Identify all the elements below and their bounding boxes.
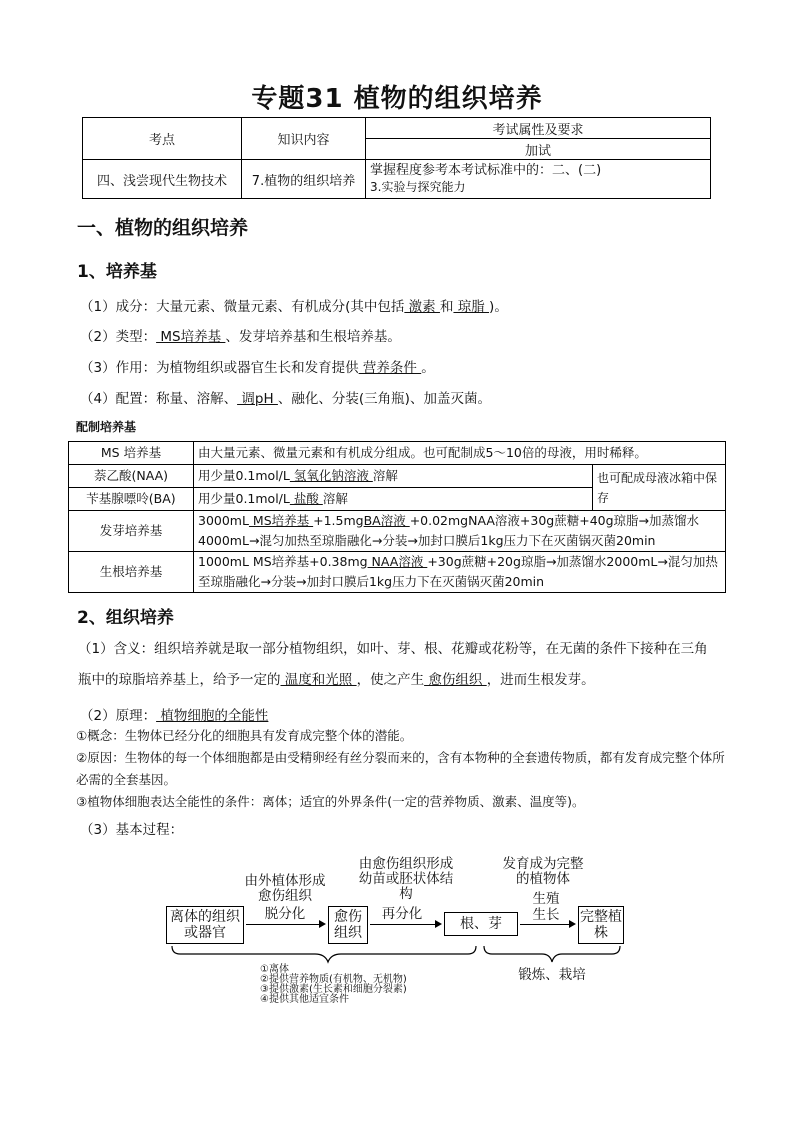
row-root-desc: 1000mL MS培养基+0.38mg NAA溶液 +30g蔗糖+20g琼脂→加蒸馏水2000mL→混匀加热至琼脂融化→分装→加封口膜后1kg压力下在灭菌锅灭菌20min	[194, 552, 726, 593]
row-ms-desc: 由大量元素、微量元素和有机成分组成。也可配制成5～10倍的母液，用时稀释。	[194, 442, 726, 465]
label-redifferentiation: 再分化	[381, 906, 423, 922]
note-development: 发育成为完整的植物体	[502, 856, 584, 887]
requirement-line-2: 3.实验与探究能力	[370, 180, 466, 194]
medium-preparation: （4）配置：称量、溶解、 调pH 、融化、分装(三角瓶)、加盖灭菌。	[80, 391, 491, 407]
subsection-heading-culture: 2、组织培养	[77, 608, 174, 628]
medium-components: （1）成分：大量元素、微量元素、有机成分(其中包括 激素 和 琼脂 )。	[80, 299, 508, 315]
row-root-label: 生根培养基	[69, 552, 194, 593]
box-callus: 愈伤组织	[328, 906, 368, 944]
row-sprout-desc: 3000mL MS培养基 +1.5mgBA溶液 +0.02mgNAA溶液+30g蔗糖+40g琼脂→加蒸馏水4000mL→混匀加热至琼脂融化→分装→加封口膜后1kg压力下在灭菌锅灭菌20min	[194, 511, 726, 552]
row-naa-desc: 用少量0.1mol/L 氢氧化钠溶液 溶解	[194, 465, 593, 488]
note-condition: ③植物体细胞表达全能性的条件：离体；适宜的外界条件(一定的营养物质、激素、温度等)。	[76, 794, 585, 809]
note-dedifferentiation: 由外植体形成愈伤组织	[244, 873, 326, 904]
basic-process-label: （3）基本过程：	[80, 822, 184, 838]
row-ms-label: MS 培养基	[69, 442, 194, 465]
header-knowledge-content: 知识内容	[242, 118, 366, 160]
header-exam-attribute: 考试属性及要求	[366, 118, 711, 139]
exam-requirements-table	[82, 117, 711, 199]
cell-knowledge-content: 7.植物的组织培养	[242, 160, 366, 199]
row-stock-note: 也可配成母液冰箱中保存	[593, 465, 726, 511]
requirement-line-1: 掌握程度参考本考试标准中的：二、(二)	[370, 163, 602, 178]
note-reason: ②原因：生物体的每一个体细胞都是由受精卵经有丝分裂而来的，含有本物种的全套遗传物质，都有发育成完整个体所必需的全套基因。	[76, 750, 725, 787]
culture-definition: （1）含义：组织培养就是取一部分植物组织，如叶、芽、根、花瓣或花粉等，在无菌的条件下接种在三角瓶中的琼脂培养基上，给予一定的 温度和光照 ，使之产生 愈伤组织 ，进而生根发芽。	[78, 641, 708, 688]
medium-types: （2）类型： MS培养基 、发芽培养基和生根培养基。	[80, 329, 401, 345]
row-naa-label: 萘乙酸(NAA)	[69, 465, 194, 488]
note-redifferentiation: 由愈伤组织形成幼苗或胚状体结构	[358, 856, 454, 902]
header-plus-exam: 加试	[366, 139, 711, 160]
cell-requirement	[366, 160, 711, 199]
culture-conditions: ①离体 ②提供营养物质(有机物、无机物) ③提供激素(生长素和细胞分裂素) ④提供其他适宜条件	[260, 964, 407, 1005]
label-grow: 生长	[532, 907, 560, 923]
prepare-medium-caption: 配制培养基	[76, 420, 137, 434]
note-acclimation: 锻炼、栽培	[518, 967, 586, 983]
diagram-braces	[150, 852, 670, 1022]
cell-exam-point: 四、浅尝现代生物技术	[83, 160, 242, 199]
box-plant: 完整植株	[578, 906, 624, 944]
process-diagram	[150, 852, 670, 1022]
box-explant: 离体的组织或器官	[166, 906, 244, 944]
medium-function: （3）作用：为植物组织或器官生长和发育提供 营养条件 。	[80, 360, 435, 376]
box-root-shoot: 根、芽	[444, 912, 518, 936]
note-concept: ①概念：生物体已经分化的细胞具有发育成完整个体的潜能。	[76, 728, 413, 743]
header-exam-point: 考点	[83, 118, 242, 160]
label-reproduce: 生殖	[532, 891, 560, 907]
principle-notes	[76, 725, 726, 813]
section-heading-1: 一、植物的组织培养	[77, 217, 249, 239]
page-title: 专题31 植物的组织培养	[251, 84, 543, 114]
culture-principle: （2）原理： 植物细胞的全能性	[80, 708, 269, 724]
label-dedifferentiation: 脱分化	[264, 906, 306, 922]
row-sprout-label: 发芽培养基	[69, 511, 194, 552]
medium-preparation-table	[68, 441, 726, 593]
subsection-heading-medium: 1、培养基	[77, 262, 157, 282]
row-ba-desc: 用少量0.1mol/L 盐酸 溶解	[194, 488, 593, 511]
row-ba-label: 苄基腺嘌呤(BA)	[69, 488, 194, 511]
